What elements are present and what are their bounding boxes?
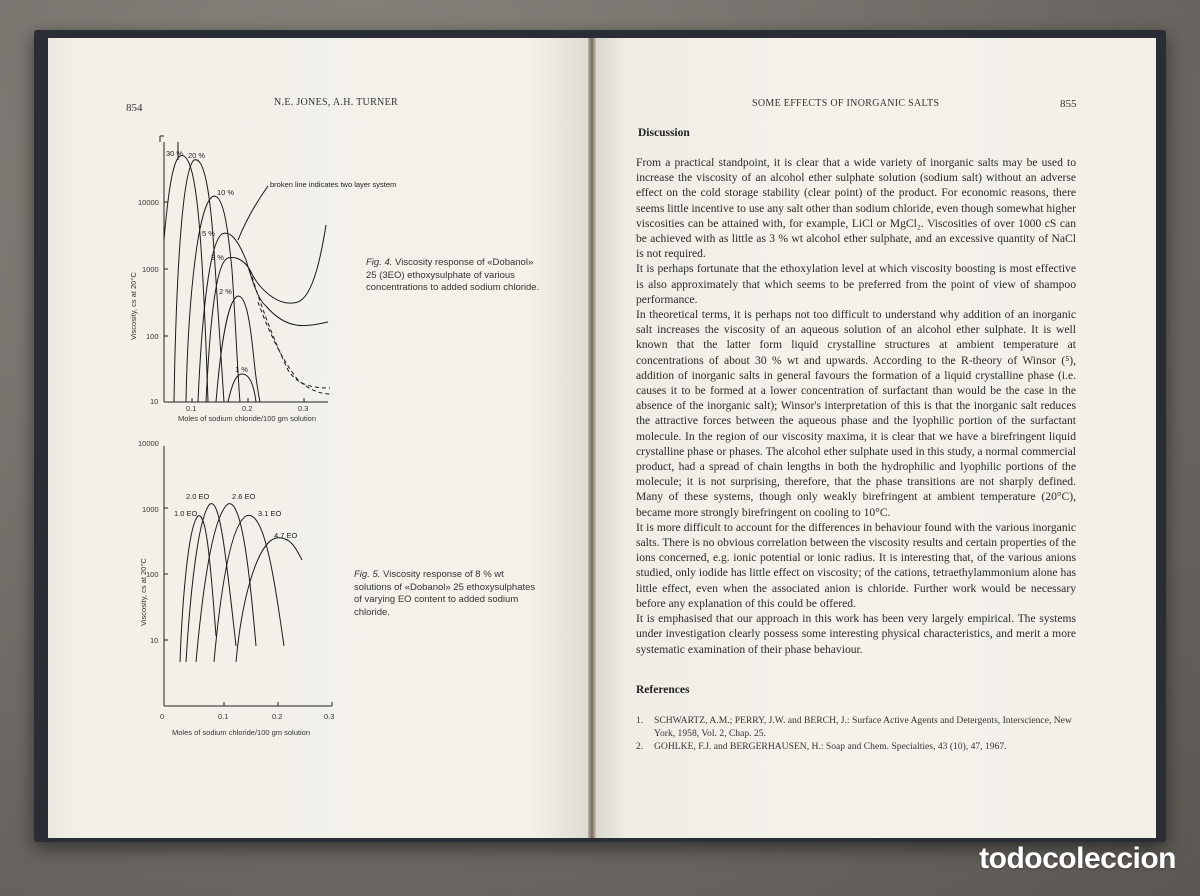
discussion-heading: Discussion [638, 127, 690, 139]
paragraph: It is more difficult to account for the differences in behaviour found with the various inorganic salts. There is no obvious correlation between the viscosity results and certain properties of the ions concerned, e.g. ionic potential or ionic radius. It is interesting that, of the various anions studied, only iodide has little effect on viscosity; of the cations, tetraethylammonium alone has little effect, even when the associated anion is chloride. Further work would be necessary before any explanation of this could be offered. [636, 520, 1076, 610]
reference-item [636, 714, 1076, 740]
fig4-ytick-10000: 10000 [138, 198, 159, 207]
references-list [636, 714, 1076, 753]
fig4-dashed-2 [258, 302, 332, 394]
paragraph: In theoretical terms, it is perhaps not too difficult to understand why addition of an inorganic salt increases the viscosity of an aqueous solution of an alcohol ether sulphate. It is well known that the latter form liquid crystalline structures at ambient temperature at concentrations of about 30 % wt and upwards. According to the R-theory of Winsor (⁵), addition of inorganic salts in general favours the formation of a liquid crystalline phase (i.e. causes it to be formed at a lower concentration of surfactant than would be the case in the absence of the inorganic salt); Winsor's interpretation of this is that the inorganic salt reduces the attractive forces between the aqueous phase and the lyophilic portion of the surfactant molecule. In the region of our viscosity maxima, it is clear that we have a birefringent liquid crystalline phase or phases. The alcohol ether sulphate used in this study, a normal commercial product, had a spread of chain lengths in both the hydrophilic and lyophilic portions of the molecule; it is not surprising, therefore, that the phase transitions are not sharply defined. Many of these systems, though only weakly birefringent at ambient temperature (20°C), became more strongly birefringent on cooling to 10°C. [636, 308, 1076, 519]
left-running-head: N.E. JONES, A.H. TURNER [274, 97, 398, 108]
paragraph: From a practical standpoint, it is clear that a wide variety of inorganic salts may be used to increase the viscosity of an alcohol ether sulphate solution (sodium salt) without an adverse effect on the cold storage stability (clear point) of the product. For economic reasons, there seems little incentive to use any salt other than sodium chloride, even though somewhat higher viscosities can be attained with, for example, LiCl or MgCl₂. Viscosities of over 1000 cS can be achieved with as little as 3 % wt alcohol ether sulphate, and an excessive quantity of NaCl is not required. [636, 156, 1076, 261]
fig5-ytick-10000: 10000 [138, 439, 159, 448]
watermark-text: todocoleccion [979, 842, 1176, 875]
fig4-ytick-100: 100 [146, 332, 159, 341]
fig5-label-2.6: 2.6 EO [232, 492, 256, 501]
fig4-xtick-0.3: 0.3 [298, 404, 309, 413]
fig4-label-20: 20 % [188, 151, 206, 160]
fig4-label-3: 3 % [211, 253, 224, 262]
fig5-label-2.0: 2.0 EO [186, 492, 210, 501]
fig4-xtick-0.2: 0.2 [242, 404, 253, 413]
fig4-ytick-1000: 1000 [142, 265, 159, 274]
fig4-label-5: 5 % [202, 229, 215, 238]
fig5-label-4.7: 4.7 EO [274, 531, 298, 540]
fig5-xtick-0.1: 0.1 [218, 712, 229, 721]
figure-4-caption-label: Fig. 4. [366, 257, 393, 268]
right-page-number: 855 [1060, 98, 1077, 110]
fig5-ytick-10: 10 [150, 636, 159, 645]
fig5-ytick-1000: 1000 [142, 505, 159, 514]
fig4-xlabel: Moles of sodium chloride/100 gm solution [178, 414, 316, 423]
fig5-label-3.1: 3.1 EO [258, 509, 282, 518]
fig4-curve-10 [186, 196, 240, 402]
fig4-curve-30 [164, 155, 208, 402]
discussion-body [636, 155, 1076, 657]
figure-5-chart [118, 436, 358, 746]
figure-4-caption [366, 257, 546, 295]
left-page-number: 854 [126, 102, 143, 114]
reference-text: SCHWARTZ, A.M.; PERRY, J.W. and BERCH, J.: Surface Active Agents and Detergents, Interscience, New York, 1958, Vol. 2, Chap. 25. [654, 715, 1072, 739]
reference-number: 2. [636, 741, 644, 752]
fig5-xtick-0.2: 0.2 [272, 712, 283, 721]
fig4-ylabel: Viscosity, cs at 20°C [129, 272, 138, 340]
figure-5-caption [354, 569, 538, 619]
fig4-annotation: broken line indicates two layer system [270, 180, 397, 189]
figure-4-caption-text: Viscosity response of «Dobanol» 25 (3EO) ethoxysulphate of various concentrations to added sodium chloride. [366, 257, 540, 293]
fig5-ylabel: Viscosity, cs at 20°C [139, 558, 148, 626]
paragraph: It is perhaps fortunate that the ethoxylation level at which viscosity boosting is most effective is also approximately that which seems to be preferred from the point of view of shampoo performance. [636, 262, 1076, 306]
fig4-label-10: 10 % [217, 188, 235, 197]
fig5-xlabel: Moles of sodium chloride/100 gm solution [172, 728, 310, 737]
reference-text: GOHLKE, F.J. and BERGERHAUSEN, H.: Soap and Chem. Specialties, 43 (10), 47, 1967. [654, 741, 1007, 752]
fig4-curve-1 [228, 374, 256, 402]
reference-number: 1. [636, 715, 644, 726]
references-heading: References [636, 684, 690, 696]
book-gutter [588, 38, 596, 838]
fig4-xtick-0.1: 0.1 [186, 404, 197, 413]
fig5-xtick-0.3: 0.3 [324, 712, 335, 721]
paragraph: It is emphasised that our approach in this work has been very largely empirical. The systems under investigation clearly possess some interesting physical characteristics, and merit a more systematic examination of their phase behaviour. [636, 612, 1076, 656]
reference-item [636, 740, 1076, 753]
fig4-line-a [250, 225, 326, 303]
fig4-ytick-10: 10 [150, 397, 159, 406]
fig4-label-1: 1 % [235, 365, 248, 374]
fig4-label-2: 2 % [219, 287, 232, 296]
figure-5-caption-label: Fig. 5. [354, 569, 381, 580]
fig5-ytick-100: 100 [146, 570, 159, 579]
figure-5-caption-text: Viscosity response of 8 % wt solutions of «Dobanol» 25 ethoxysulphates of varying EO content to added sodium chloride. [354, 569, 536, 618]
fig4-label-30: 30 % [166, 149, 184, 158]
fig4-curve-3 [206, 258, 250, 403]
fig4-line-c [238, 186, 268, 240]
fig5-xtick-0: 0 [160, 712, 165, 721]
fig5-label-1.0: 1.0 EO [174, 509, 198, 518]
watermark-logo [979, 842, 1176, 876]
right-running-head: SOME EFFECTS OF INORGANIC SALTS [752, 98, 940, 109]
fig4-line-b [266, 306, 328, 326]
